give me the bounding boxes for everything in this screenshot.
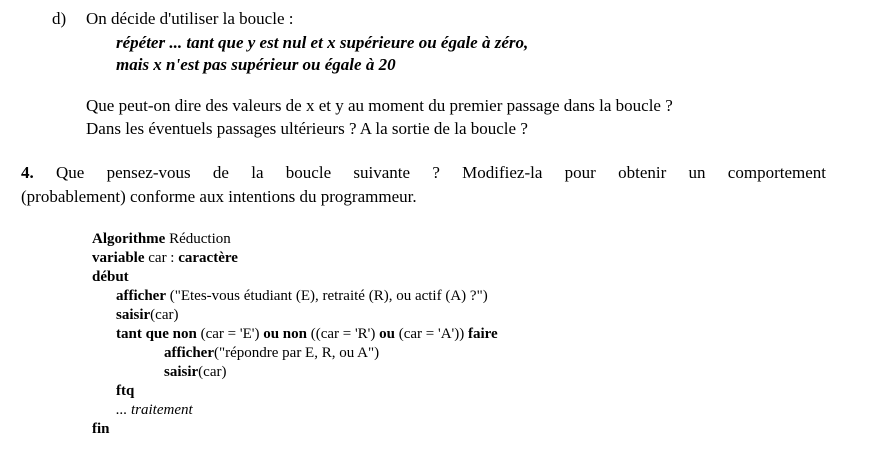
algo-line-debut: début: [92, 269, 129, 285]
algo-keyword: faire: [467, 326, 498, 342]
algo-text: car :: [144, 250, 179, 266]
algo-text: ((car = 'R'): [306, 326, 380, 342]
algo-keyword: afficher: [116, 288, 166, 304]
algo-text: (car = 'A')): [394, 326, 468, 342]
question-d-line1: Que peut-on dire des valeurs de x et y au moment du premier passage dans la boucle ?: [86, 96, 673, 115]
algo-keyword: saisir: [116, 307, 151, 323]
loop-description-line2: mais x n'est pas supérieur ou égale à 20: [116, 55, 396, 74]
algo-line-traitement: ... traitement: [116, 402, 193, 418]
algo-line-header: [92, 230, 231, 249]
question-4-text-line1: Que pensez-vous de la boucle suivante ? Modifiez-la pour obtenir un comportement: [56, 163, 826, 182]
question-4-number: 4.: [21, 163, 34, 182]
algo-text: (car = 'E'): [196, 326, 264, 342]
part-d-marker: d): [52, 9, 67, 28]
algo-keyword: saisir: [164, 364, 199, 380]
algo-line-tant-que: [116, 325, 498, 344]
algo-line-fin: fin: [92, 421, 110, 437]
part-d-intro: On décide d'utiliser la boucle :: [86, 9, 294, 28]
algo-text: (car): [198, 364, 227, 380]
algo-line-afficher: [116, 287, 488, 306]
question-4-line1: [21, 163, 826, 183]
algo-line-saisir-inner: [164, 363, 226, 382]
algo-text: ("Etes-vous étudiant (E), retraité (R), ou actif (A) ?"): [165, 288, 488, 304]
algo-keyword: afficher: [164, 345, 214, 361]
algo-name: Réduction: [165, 231, 231, 247]
algo-keyword: tant que non: [116, 326, 197, 342]
algo-line-saisir: [116, 306, 178, 325]
question-4-line2: (probablement) conforme aux intentions du programmeur.: [21, 187, 417, 206]
algo-text: (car): [150, 307, 179, 323]
question-d-line2: Dans les éventuels passages ultérieurs ? A la sortie de la boucle ?: [86, 119, 528, 138]
algo-line-afficher-inner: [164, 344, 379, 363]
algo-keyword: ou non: [263, 326, 307, 342]
algo-keyword: variable: [92, 250, 145, 266]
algo-keyword: ou: [379, 326, 395, 342]
algo-line-variable: [92, 249, 238, 268]
algo-text: ("répondre par E, R, ou A"): [213, 345, 380, 361]
algo-keyword: caractère: [178, 250, 238, 266]
algo-line-ftq: ftq: [116, 383, 135, 399]
loop-description-line1: répéter ... tant que y est nul et x supérieure ou égale à zéro,: [116, 33, 529, 52]
algo-keyword: Algorithme: [92, 231, 166, 247]
